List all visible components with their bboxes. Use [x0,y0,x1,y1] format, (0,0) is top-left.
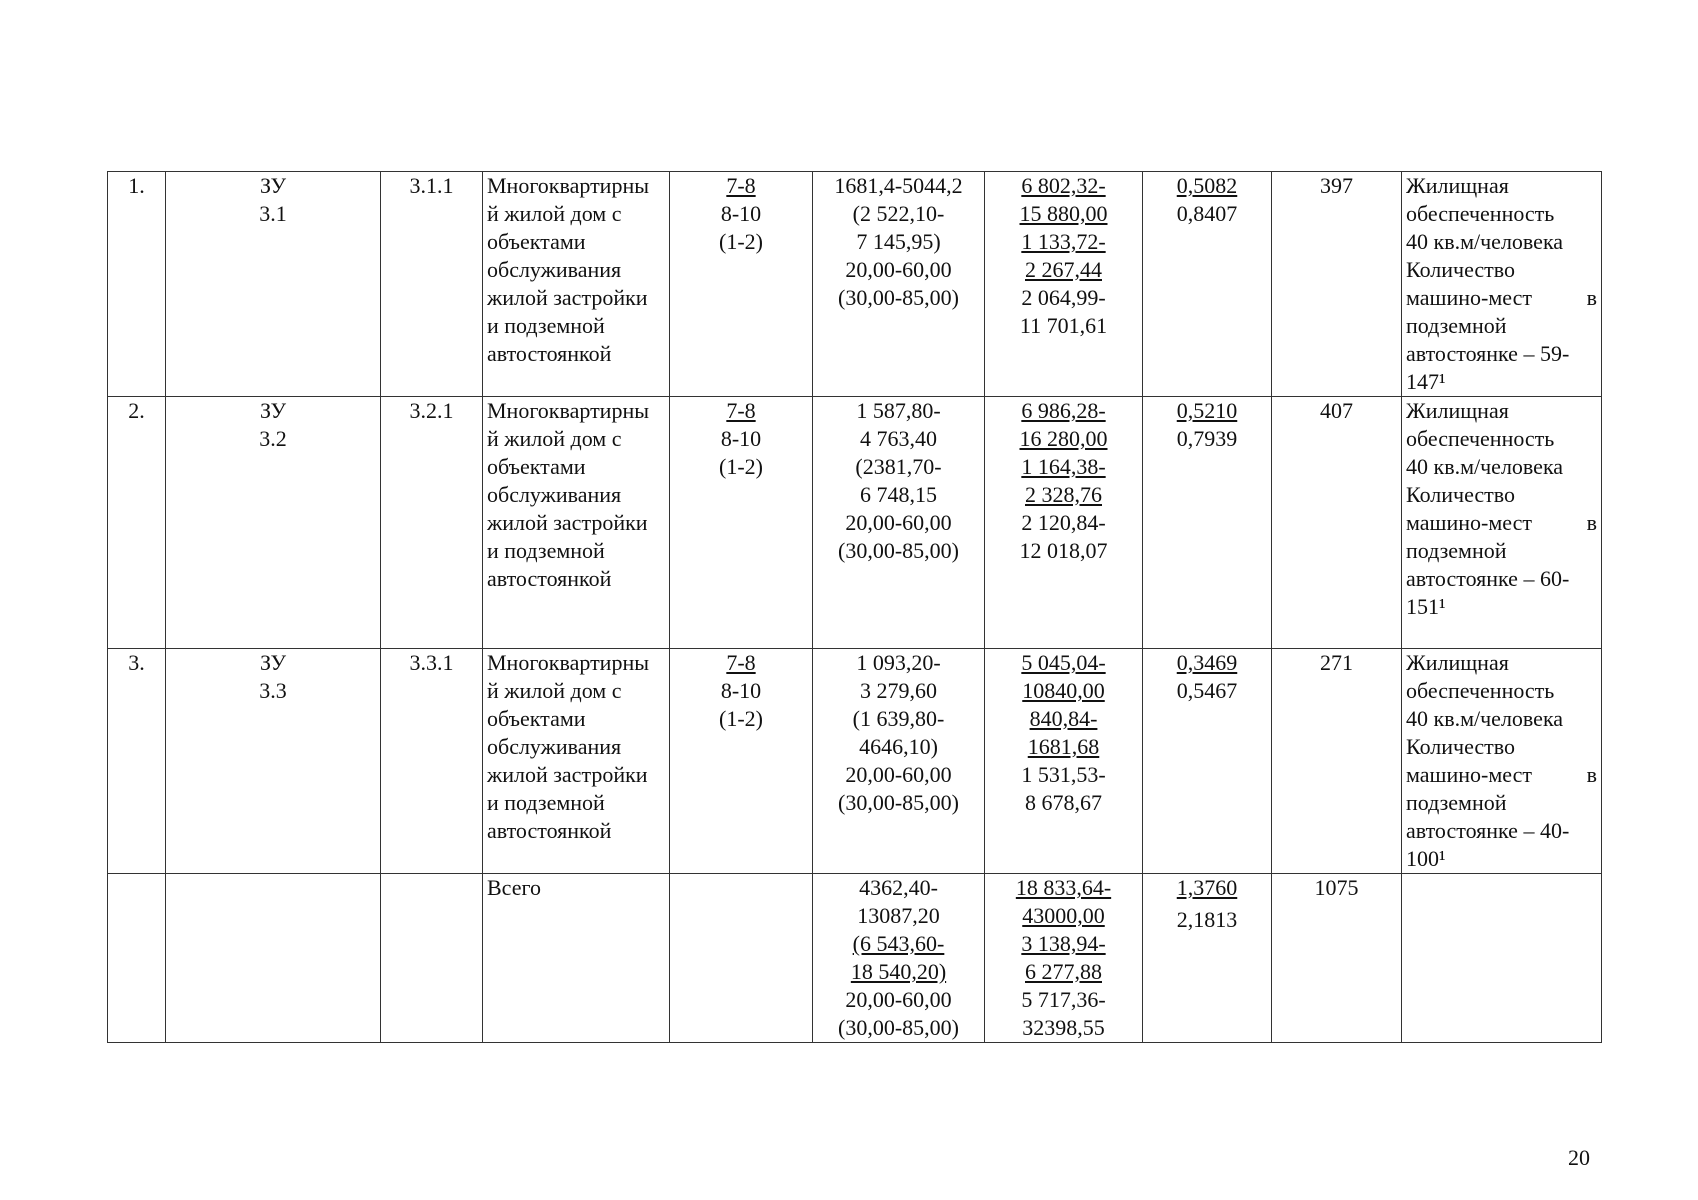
page-number: 20 [1568,1145,1590,1170]
floors-cell: 7-8 8-10 (1-2) [670,172,813,397]
empty-cell [108,874,166,1043]
row-number-cell: 1. [108,172,166,397]
purpose-cell: Многоквартирны й жилой дом с объектами обслуживания жилой застройки и подземной автостоянкой [483,649,670,874]
code-cell: 3.3.1 [381,649,483,874]
plot-cell: ЗУ 3.2 [166,397,381,649]
notes-cell: Жилищная обеспеченность 40 кв.м/человека Количество машино-мест в подземной автостоянке – 59- 147¹ [1402,172,1602,397]
notes-cell: Жилищная обеспеченность 40 кв.м/человека Количество машино-мест в подземной автостоянке – 60- 151¹ [1402,397,1602,649]
total-count-cell: 1075 [1272,874,1402,1043]
plot-cell: ЗУ 3.3 [166,649,381,874]
area-cell: 1 587,80- 4 763,40 (2381,70- 6 748,15 20,00-60,00 (30,00-85,00) [813,397,985,649]
area-cell: 1681,4-5044,2 (2 522,10- 7 145,95) 20,00-60,00 (30,00-85,00) [813,172,985,397]
total-row [108,874,1602,1043]
code-cell: 3.2.1 [381,397,483,649]
total-area-cell: 6 986,28- 16 280,00 1 164,38- 2 328,76 2 120,84- 12 018,07 [985,397,1143,649]
empty-cell [1402,874,1602,1043]
coefficient-cell: 0,5082 0,8407 [1143,172,1272,397]
coefficient-cell: 0,3469 0,5467 [1143,649,1272,874]
floors-cell: 7-8 8-10 (1-2) [670,397,813,649]
total-coefficient-cell: 1,3760 2,1813 [1143,874,1272,1043]
count-cell: 407 [1272,397,1402,649]
code-cell: 3.1.1 [381,172,483,397]
total-label-cell: Всего [483,874,670,1043]
area-cell: 1 093,20- 3 279,60 (1 639,80- 4646,10) 20,00-60,00 (30,00-85,00) [813,649,985,874]
total-area-cell: 5 045,04- 10840,00 840,84- 1681,68 1 531,53- 8 678,67 [985,649,1143,874]
table-row [108,649,1602,874]
floors-cell: 7-8 8-10 (1-2) [670,649,813,874]
empty-cell [166,874,381,1043]
table-row [108,397,1602,649]
purpose-cell: Многоквартирны й жилой дом с объектами обслуживания жилой застройки и подземной автостоянкой [483,172,670,397]
total-area-cell: 6 802,32- 15 880,00 1 133,72- 2 267,44 2 064,99- 11 701,61 [985,172,1143,397]
total-area-sum-cell: 4362,40- 13087,20 (6 543,60- 18 540,20) 20,00-60,00 (30,00-85,00) [813,874,985,1043]
purpose-cell: Многоквартирны й жилой дом с объектами обслуживания жилой застройки и подземной автостоянкой [483,397,670,649]
data-table [107,171,1602,1043]
row-number-cell: 2. [108,397,166,649]
empty-cell [670,874,813,1043]
plot-cell: ЗУ 3.1 [166,172,381,397]
coefficient-cell: 0,5210 0,7939 [1143,397,1272,649]
count-cell: 397 [1272,172,1402,397]
notes-cell: Жилищная обеспеченность 40 кв.м/человека Количество машино-мест в подземной автостоянке – 40- 100¹ [1402,649,1602,874]
empty-cell [381,874,483,1043]
count-cell: 271 [1272,649,1402,874]
table-row [108,172,1602,397]
total-floor-area-sum-cell: 18 833,64- 43000,00 3 138,94- 6 277,88 5 717,36- 32398,55 [985,874,1143,1043]
row-number-cell: 3. [108,649,166,874]
